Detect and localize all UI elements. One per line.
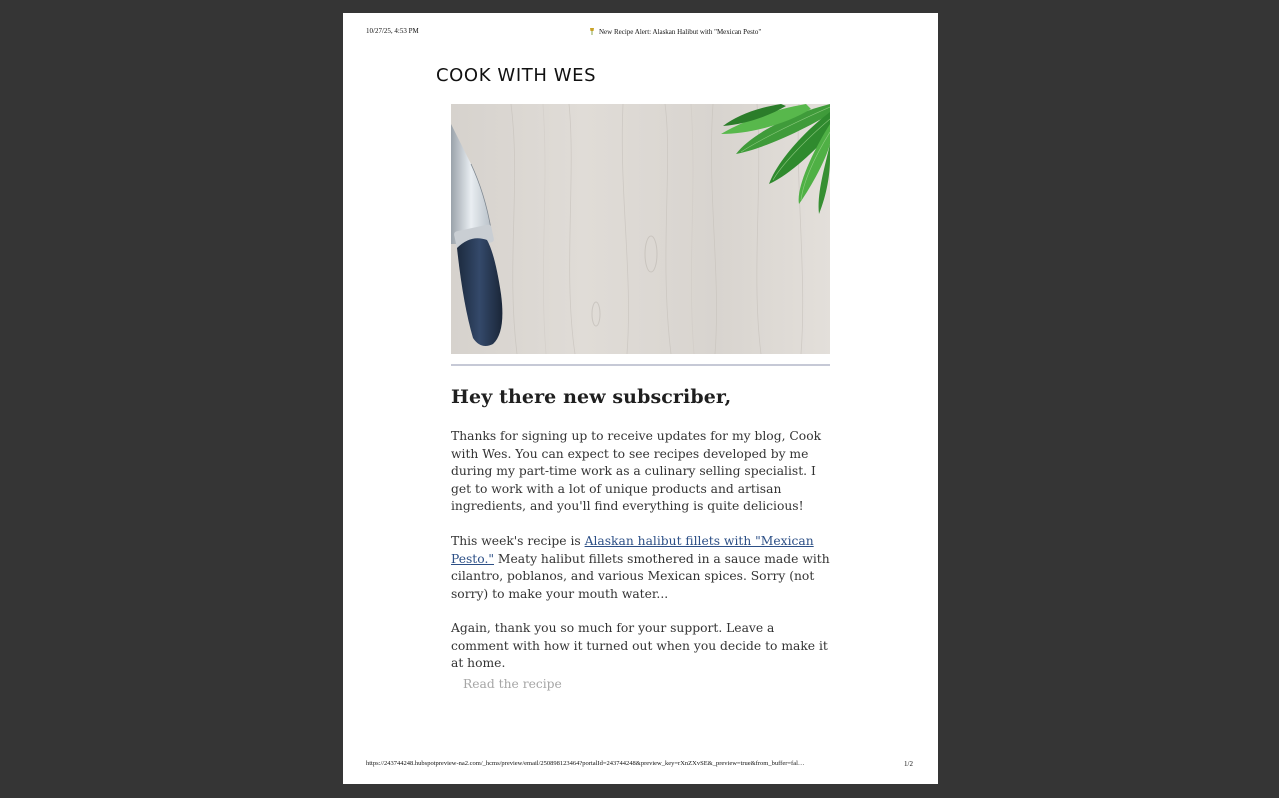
recipe-paragraph-prefix: This week's recipe is [451,534,585,548]
print-document-title-text: New Recipe Alert: Alaskan Halibut with "Mexican Pesto" [599,28,762,36]
intro-paragraph: Thanks for signing up to receive updates for my blog, Cook with Wes. You can expect to see recipes developed by me during my part-time work as a culinary selling specialist. I get to work with a lot of unique products and artisan ingredients, and you'll find everything is quite delicious! [451,429,822,513]
recipe-paragraph-suffix: Meaty halibut fillets smothered in a sauce made with cilantro, poblanos, and various Mexican spices. Sorry (not sorry) to make your mouth water... [451,551,830,601]
print-page-number: 1/2 [904,760,913,768]
recipe-link[interactable]: Alaskan halibut fillets with "Mexican Pesto." [451,534,814,566]
favicon-icon [589,28,595,35]
print-timestamp: 10/27/25, 4:53 PM [366,27,419,35]
print-page [343,13,938,784]
greeting-heading: Hey there new subscriber, [451,386,732,408]
recipe-paragraph [451,533,830,603]
thanks-paragraph: Again, thank you so much for your support. Leave a comment with how it turned out when you decide to make it at home. [451,621,828,670]
print-document-title [589,28,761,36]
cutting-board-image [451,104,830,354]
newsletter-brand: COOK WITH WES [436,65,597,86]
divider [451,364,830,366]
hero-image [451,104,830,354]
read-recipe-button[interactable]: Read the recipe [463,677,562,691]
print-footer-url: https://243744248.hubspotpreview-na2.com/_hcms/preview/email/250898123464?portalId=243744248&preview_key=rXnZXvSE&_preview=true&from_buffer=fal… [366,760,805,767]
